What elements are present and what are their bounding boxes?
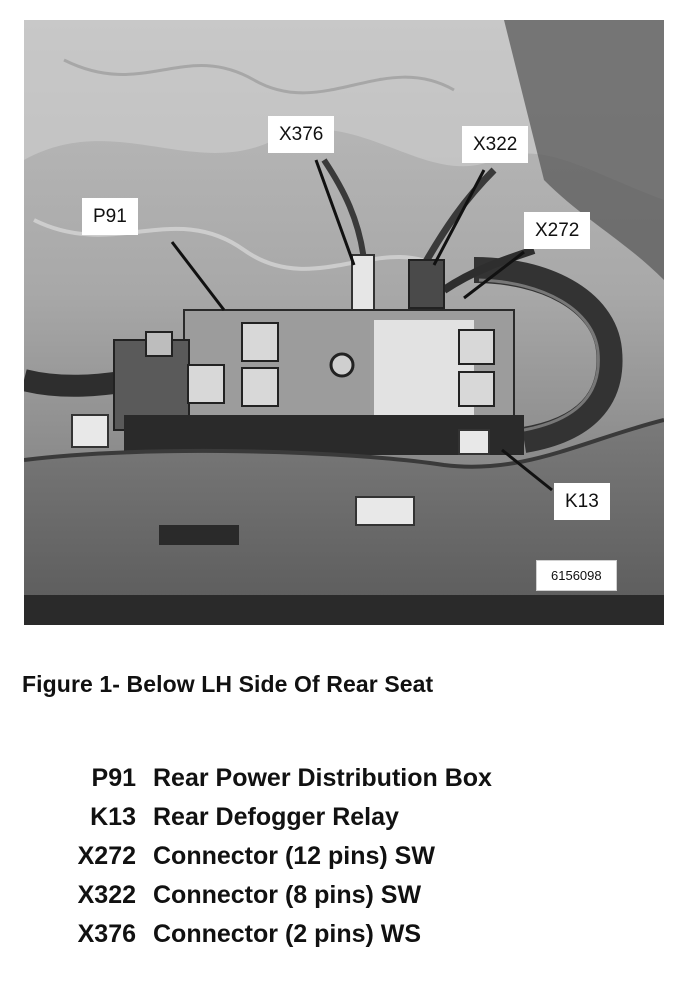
legend-description: Rear Defogger Relay	[153, 803, 399, 831]
legend-item	[40, 803, 640, 842]
legend-code: X322	[77, 881, 136, 909]
component-photo	[24, 20, 664, 625]
legend-code: X272	[77, 842, 136, 870]
legend-code: P91	[91, 764, 136, 792]
legend-list	[40, 764, 640, 959]
legend-item	[40, 764, 640, 803]
legend-description: Rear Power Distribution Box	[153, 764, 492, 792]
callout-x322: X322	[462, 126, 528, 163]
legend-item	[40, 842, 640, 881]
callout-x376: X376	[268, 116, 334, 153]
legend-description: Connector (8 pins) SW	[153, 881, 422, 909]
legend-description: Connector (2 pins) WS	[153, 920, 422, 948]
figure-caption: Figure 1- Below LH Side Of Rear Seat	[22, 671, 434, 697]
photo-artwork	[24, 20, 664, 625]
image-number-label: 6156098	[536, 560, 617, 591]
callout-k13: K13	[554, 483, 610, 520]
callout-x272: X272	[524, 212, 590, 249]
legend-item	[40, 881, 640, 920]
legend-item	[40, 920, 640, 959]
callout-p91: P91	[82, 198, 138, 235]
legend-description: Connector (12 pins) SW	[153, 842, 435, 870]
legend-code: K13	[90, 803, 136, 831]
legend-code: X376	[77, 920, 136, 948]
